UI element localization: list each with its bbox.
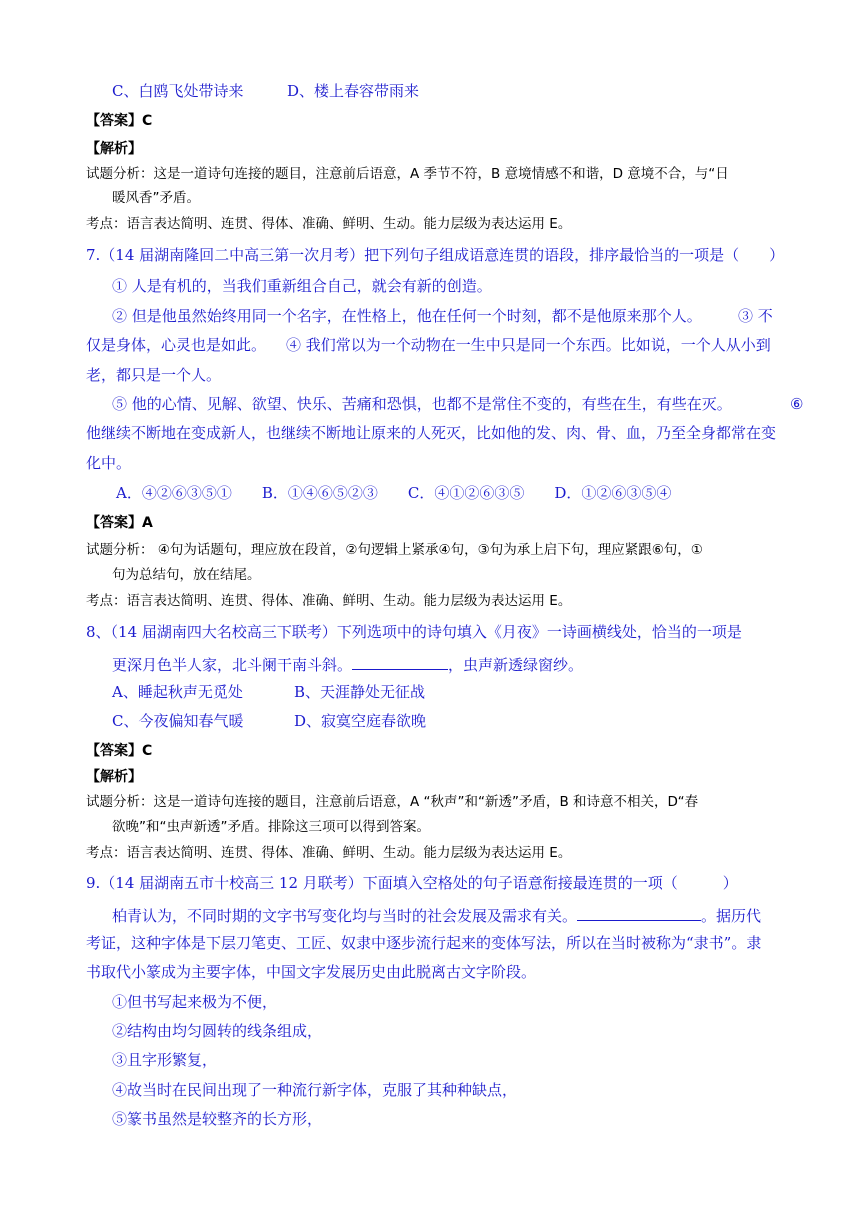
q8-option-c: C、今夜偏知春气暖 xyxy=(112,712,244,730)
q8-stem: 8、（14 届湖南四大名校高三下联考）下列选项中的诗句填入《月夜》一诗画横线处，恰当的一项是 xyxy=(86,623,742,641)
q9-blank xyxy=(577,906,701,921)
q8-analysis-line1: 试题分析：这是一道诗句连接的题目，注意前后语意，A “秋声”和“新透”矛盾，B 和诗意不相关，D“春 xyxy=(86,794,699,810)
q7-sentence-3-start: ③ 不 xyxy=(738,307,773,325)
q7-options: A．④②⑥③⑤① B．①④⑥⑤②③ C．④①②⑥③⑤ D．①②⑥③⑤④ xyxy=(116,484,672,502)
q7-kaodian: 考点：语言表达简明、连贯、得体、准确、鲜明、生动。能力层级为表达运用 E。 xyxy=(86,593,572,609)
q7-sentence-6-end: 化中。 xyxy=(86,454,132,472)
q7-answer: 【答案】A xyxy=(86,515,153,531)
q6-option-d: D、楼上春容带雨来 xyxy=(287,82,420,100)
q7-sentence-4-end: 老，都只是一个人。 xyxy=(86,366,222,384)
q8-kaodian: 考点：语言表达简明、连贯、得体、准确、鲜明、生动。能力层级为表达运用 E。 xyxy=(86,845,572,861)
q9-paragraph-line1 xyxy=(112,906,761,924)
q7-sentence-2: ② 但是他虽然始终用同一个名字，在性格上，他在任何一个时刻，都不是他原来那个人。 xyxy=(112,307,702,325)
q8-option-a: A、睡起秋声无觅处 xyxy=(112,683,243,701)
q7-analysis-line2: 句为总结句，放在结尾。 xyxy=(112,567,261,583)
q8-analysis-line2: 欲晚”和“虫声新透”矛盾。排除这三项可以得到答案。 xyxy=(112,819,430,835)
q8-poem-first: 更深月色半人家，北斗阑干南斗斜。 xyxy=(112,656,353,674)
q8-blank xyxy=(352,655,448,670)
q9-item-2: ②结构由均匀圆转的线条组成， xyxy=(112,1022,323,1040)
q9-paragraph-after-blank: 。据历代 xyxy=(701,907,762,925)
q6-analysis-label: 【解析】 xyxy=(86,141,142,157)
q9-item-3: ③且字形繁复， xyxy=(112,1051,218,1069)
q8-analysis-label: 【解析】 xyxy=(86,769,142,785)
q6-analysis-line1: 试题分析：这是一道诗句连接的题目，注意前后语意，A 季节不符，B 意境情感不和谐，D 意境不合，与“日 xyxy=(86,166,729,182)
q7-sentence-5: ⑤ 他的心情、见解、欲望、快乐、苦痛和恐惧，也都不是常住不变的，有些在生，有些在灭。 xyxy=(112,395,732,413)
q8-option-d: D、寂寞空庭春欲晚 xyxy=(294,712,427,730)
q9-paragraph-first: 柏青认为，不同时期的文字书写变化均与当时的社会发展及需求有关。 xyxy=(112,907,578,925)
q6-option-c: C、白鸥飞处带诗来 xyxy=(112,82,244,100)
q7-sentence-6-start: ⑥ xyxy=(790,395,804,413)
q9-stem: 9.（14 届湖南五市十校高三 12 月联考）下面填入空格处的句子语意衔接最连贯的一项（ ） xyxy=(86,874,738,892)
q8-poem-last: ，虫声新透绿窗纱。 xyxy=(448,656,584,674)
q9-paragraph-line3: 书取代小篆成为主要字体，中国文字发展历史由此脱离古文字阶段。 xyxy=(86,963,537,981)
q7-stem: 7.（14 届湖南隆回二中高三第一次月考）把下列句子组成语意连贯的语段，排序最恰当的一项是（ ） xyxy=(86,246,785,264)
q6-analysis-line2: 暖风香”矛盾。 xyxy=(112,190,200,206)
q7-sentence-4: ④ 我们常以为一个动物在一生中只是同一个东西。比如说，一个人从小到 xyxy=(286,336,771,354)
q7-analysis-line1: 试题分析： ④句为话题句，理应放在段首，②句逻辑上紧承④句，③句为承上启下句，理应紧跟⑥句，① xyxy=(86,542,703,558)
q6-answer: 【答案】C xyxy=(86,113,153,129)
q8-answer: 【答案】C xyxy=(86,743,153,759)
q9-item-1: ①但书写起来极为不便， xyxy=(112,993,278,1011)
q9-item-4: ④故当时在民间出现了一种流行新字体，克服了其种种缺点， xyxy=(112,1081,518,1099)
q7-sentence-3-end: 仅是身体，心灵也是如此。 xyxy=(86,336,267,354)
q8-poem-line xyxy=(112,655,583,673)
q6-kaodian: 考点：语言表达简明、连贯、得体、准确、鲜明、生动。能力层级为表达运用 E。 xyxy=(86,216,572,232)
q9-item-5: ⑤篆书虽然是较整齐的长方形， xyxy=(112,1110,323,1128)
q8-option-b: B、天涯静处无征战 xyxy=(294,683,426,701)
q9-paragraph-line2: 考证，这种字体是下层刀笔吏、工匠、奴隶中逐步流行起来的变体写法，所以在当时被称为“隶书”。隶 xyxy=(86,934,762,952)
q7-sentence-6: 他继续不断地在变成新人，也继续不断地让原来的人死灭，比如他的发、肉、骨、血，乃至全身都常在变 xyxy=(86,424,777,442)
q7-sentence-1: ① 人是有机的，当我们重新组合自己，就会有新的创造。 xyxy=(112,277,492,295)
